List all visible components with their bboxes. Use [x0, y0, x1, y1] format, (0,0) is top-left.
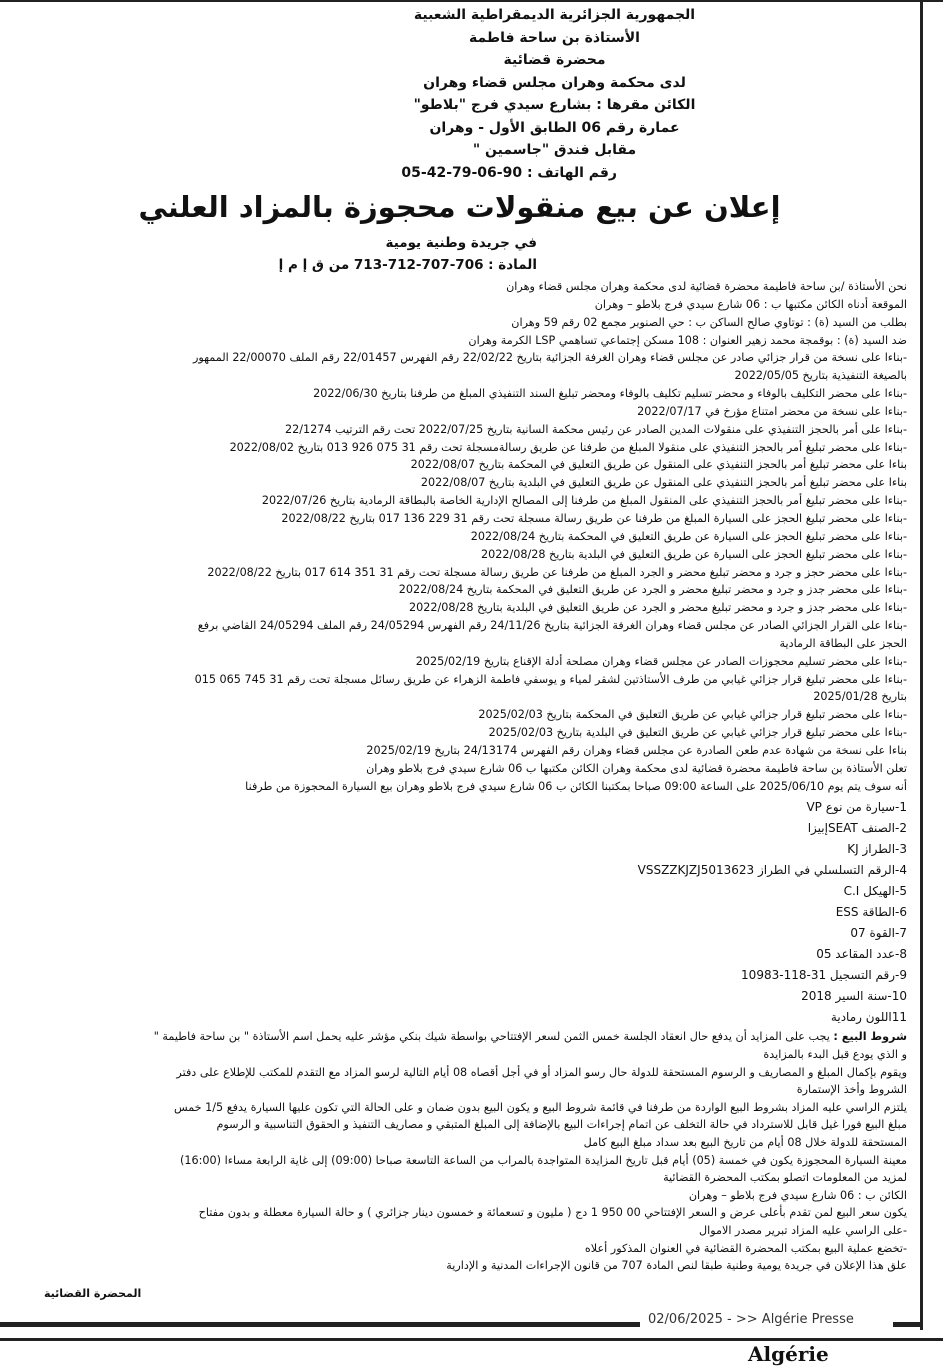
notice-subtitle: في جريدة وطنية يومية — [385, 235, 537, 251]
body-line: -بناءا على محضر تبليغ الحجز على السيارة عن طريق التعليق في المحكمة بتاريخ 2022/08/24 — [470, 529, 907, 543]
body-line: -بناءا على القرار الجزائي الصادر عن مجلس قضاء وهران الغرفة الجزائية بتاريخ 24/11/26 رقم الفهرس 24/05294 رقم الملف 24/05294 القاضي برفع — [197, 619, 907, 633]
sale-conditions — [12, 1028, 907, 1274]
body-line: -بناءا على نسخة من قرار جزائي صادر عن مجلس قضاء وهران الغرفة الجزائية بتاريخ 22/02/22 رقم الفهرس 22/01457 رقم الملف 22/00070 الممهور — [192, 351, 907, 365]
body-line: الموقعة أدناه الكائن مكتبها ب : 06 شارع سيدي فرج بلاطو – وهران — [594, 297, 907, 311]
footer-rule — [893, 1322, 923, 1327]
spec-item: 9-رقم التسجيل 31-118-10983 — [741, 968, 907, 983]
phone-number: رقم الهاتف : 90-06-79-42-05 — [401, 164, 617, 181]
body-line: -بناءا على محضر تبليغ أمر بالحجز التنفيذي على منقولا المبلغ من طرفنا عن طريق رسالةمسجلة تحت رقم 31 075 926 013 بتاريخ 2022/08/02 — [229, 440, 907, 454]
body-line: -بناءا على محضر تبليغ أمر بالحجز التنفيذي على المنقول المبلغ من طرفنا إلى المصالح الإدارية الخاصة بالبطاقة الرمادية بتاريخ 2022/07/26 — [261, 494, 907, 508]
body-line: -بناءا على محضر جدز و جرد و محضر تبليغ محضر و الجرد عن طريق التعليق في البلدية بتاريخ 2022/08/28 — [409, 601, 907, 615]
body-line: بناءا على محضر تبليغ أمر بالحجز التنفيذي على المنقول عن طريق التعليق في المحكمة بتاريخ 2022/08/07 — [410, 458, 907, 472]
conditions-line: يلتزم الراسي عليه المزاد بشروط البيع الواردة من طرفنا في قائمة شروط البيع و يكون البيع بدون ضمان و على الحالة التي تكون عليها السيارة يدفع 1/5 خمس — [173, 1100, 907, 1114]
conditions-line: لمزيد من المعلومات اتصلو بمكتب المحضرة القضائية — [663, 1171, 907, 1185]
body-line: -بناءا على محضر تبليغ الحجز على السيارة عن طريق التعليق في البلدية بتاريخ 2022/08/28 — [480, 547, 907, 561]
body-line: بناءا على نسخة من شهادة عدم طعن الصادرة عن مجلس قضاء وهران رقم الفهرس 24/13174 بتاريخ 2025/02/19 — [366, 743, 907, 757]
conditions-line: معينة السيارة المحجوزة يكون في خمسة (05) أيام قبل تاريخ المزايدة المتواجدة بالمراب من الساعة التاسعة صباحا (09:00) إلى غاية الرابعة مساءا (16:00) — [180, 1153, 907, 1167]
spec-item: 8-عدد المقاعد 05 — [816, 947, 907, 962]
body-line: -بناءا على أمر بالحجز التنفيذي على منقولات المدين الصادر عن رئيس محكمة السانية بتاريخ 2022/07/25 تحت رقم الترتيب 22/1274 — [285, 422, 907, 436]
signature: المحضرة القضائية — [44, 1287, 142, 1300]
spec-item: 6-الطاقة ESS — [835, 905, 907, 920]
notice-title: إعلان عن بيع منقولات محجوزة بالمزاد العلني — [138, 190, 781, 224]
bottom-rule — [0, 1338, 943, 1341]
conditions-line: يكون سعر البيع لمن تقدم بأعلى عرض و السعر الإفتتاحي 00 950 1 دج ( مليون و تسعمائة و خمسون دينار جزائري ) و حالة السيارة معطلة و بدون مفتاح — [198, 1206, 907, 1220]
conditions-line: -تخضع عملية البيع بمكتب المحضرة القضائية في العنوان المذكور أعلاه — [584, 1241, 907, 1255]
spec-item: 4-الرقم التسلسلي في الطراز VSSZZKJZJ5013623 — [637, 863, 907, 878]
body-line: -بناءا على محضر حجز و جرد و محضر تبليغ محضر و الجرد المبلغ من طرفنا عن طريق رسالة مسجلة تحت رقم 31 351 614 017 بتاريخ 2022/08/22 — [207, 565, 907, 579]
notice-header — [342, 4, 767, 162]
body-line: بناءا على محضر تبليغ أمر بالحجز التنفيذي على المنقول عن طريق التعليق في البلدية بتاريخ 2022/08/07 — [420, 476, 907, 490]
conditions-line: المستحقة للدولة خلال 08 أيام من تاريخ البيع بعد سداد مبلغ البيع كامل — [583, 1136, 907, 1150]
spec-item: 2-الصنف SEATإبيزا — [807, 821, 907, 836]
conditions-line: الكائن ب : 06 شارع سيدي فرج بلاطو – وهران — [688, 1188, 907, 1202]
spec-item: 11اللون رمادية — [830, 1010, 907, 1025]
conditions-line: الشروط وأخذ الإستمارة — [796, 1083, 907, 1097]
body-line: -بناءا على محضر تبليغ الحجز على السيارة المبلغ من طرفنا عن طريق رسالة مسجلة تحت رقم 31 229 136 017 بتاريخ 2022/08/22 — [281, 511, 907, 525]
header-line: عمارة رقم 06 الطابق الأول - وهران — [429, 119, 680, 136]
spec-item: 3-الطراز KJ — [847, 842, 907, 857]
top-border — [0, 0, 943, 2]
footer-source: 02/06/2025 - >> Algérie Presse — [648, 1312, 854, 1327]
body-line: بتاريخ 2025/01/28 — [813, 690, 907, 704]
body-line: الحجز على البطاقة الرمادية — [779, 636, 907, 650]
body-line: -بناءا على محضر التكليف بالوفاء و محضر تسليم تكليف بالوفاء ومحضر تبليغ السند التنفيذي المبلغ من طرفنا بتاريخ 2022/06/30 — [313, 387, 907, 401]
header-line: الأستاذة بن ساحة فاطمة — [469, 29, 640, 46]
spec-item: 5-الهيكل C.I — [843, 884, 907, 899]
header-line: مقابل فندق "جاسمين " — [472, 142, 637, 158]
legal-article: المادة : 706-707-712-713 من ق إ م إ — [278, 257, 537, 273]
body-line: أنه سوف يتم يوم 2025/06/10 على الساعة 09:00 صباحا بمكتبنا الكائن ب 06 شارع سيدي فرج بلاطو وهران بيع السيارة المحجوزة من طرفنا — [245, 779, 907, 793]
conditions-label: شروط البيع : — [833, 1030, 907, 1044]
spec-item: 1-سيارة من نوع VP — [806, 800, 907, 815]
footer-rule — [0, 1322, 640, 1327]
page-footer — [0, 1311, 943, 1331]
conditions-line: علق هذا الإعلان في جريدة يومية وطنية طبقا لنص المادة 707 من قانون الإجراءات المدنية و الإدارية — [446, 1259, 907, 1273]
conditions-line: -على الراسي عليه المزاد تبرير مصدر الاموال — [699, 1224, 907, 1237]
header-line: الكائن مقرها : بشارع سيدي فرج "بلاطو" — [413, 97, 696, 113]
body-line: تعلن الأستاذة بن ساحة فاطيمة محضرة قضائية لدى محكمة وهران الكائن مكتبها ب 06 شارع سيدي فرج بلاطو وهران — [366, 761, 907, 775]
header-line: محضرة قضائية — [503, 52, 606, 68]
legal-notice — [12, 4, 907, 1275]
body-line: -بناءا على نسخة من محضر امتناع مؤرخ في 2022/07/17 — [637, 404, 907, 418]
conditions-line: و الذي يودع قبل البدء بالمزايدة — [763, 1048, 907, 1062]
body-line: -بناءا على محضر جدز و جرد و محضر تبليغ محضر و الجرد عن طريق التعليق في المحكمة بتاريخ 2022/08/24 — [398, 583, 907, 597]
body-line: -بناءا على محضر تبليغ قرار جزائي غيابي من طرف الأستاذتين لشقر لمياء و يوسفي فاطمة الزهراء عن طريق رسائل مسجلة تحت رقم 31 745 065 015 — [194, 672, 907, 686]
conditions-line: ويقوم بإكمال المبلغ و المصاريف و الرسوم المستحقة للدولة حال رسو المزاد أو في أجل أقصاه 08 أيام التالية لرسو المزاد مع التقدم للمكتب للإطلاع على دفتر — [176, 1065, 907, 1079]
body-line: -بناءا على محضر تبليغ قرار جزائي غيابي عن طريق التعليق في البلدية بتاريخ 2025/02/03 — [488, 726, 907, 740]
body-line: -بناءا على محضر تبليغ قرار جزائي غيابي عن طريق التعليق في المحكمة بتاريخ 2025/02/03 — [478, 708, 907, 722]
body-line: بالصيغة التنفيذية بتاريخ 2022/05/05 — [734, 369, 907, 383]
body-line: نحن الأستاذة /بن ساحة فاطيمة محضرة قضائية لدى محكمة وهران مجلس قضاء وهران — [506, 280, 907, 293]
conditions-line: مبلغ البيع فورا غيل قابل للاسترداد في حالة التخلف عن اتمام إجراءات البيع بالإضافة إلى المبلغ المتبقي و مصاريف التنفيذ و الحقوق التناسبية و الرسوم — [216, 1118, 907, 1132]
conditions-line: يجب على المزايد أن يدفع حال انعقاد الجلسة خمس الثمن لسعر الإفتتاحي بواسطة شيك بنكي مؤشر عليه يحمل اسم الأستاذة " بن ساحة فاطيمة " — [153, 1030, 834, 1044]
spec-item: 10-سنة السير 2018 — [801, 989, 907, 1004]
spec-item: 7-القوة 07 — [850, 926, 907, 941]
body-line: بطلب من السيد (ة) : توتاوي صالح الساكن ب : حي الصنوبر مجمع 02 رقم 59 وهران — [511, 315, 907, 329]
header-line: لدى محكمة وهران مجلس قضاء وهران — [423, 74, 686, 91]
header-line: الجمهورية الجزائرية الديمقراطية الشعبية — [413, 7, 696, 23]
body-line: -بناءا على محضر تسليم محجوزات الصادر عن مجلس قضاء وهران مصلحة أدلة الإقناع بتاريخ 2025/02/19 — [415, 654, 907, 668]
vehicle-specs — [12, 797, 907, 1028]
body-line: ضد السيد (ة) : بوقمجة محمد زهير العنوان : 108 مسكن إجتماعي تساهمي LSP الكرمة وهران — [468, 333, 907, 347]
notice-body — [12, 278, 907, 795]
masthead: Algérie — [748, 1342, 829, 1366]
right-border — [920, 0, 923, 1330]
